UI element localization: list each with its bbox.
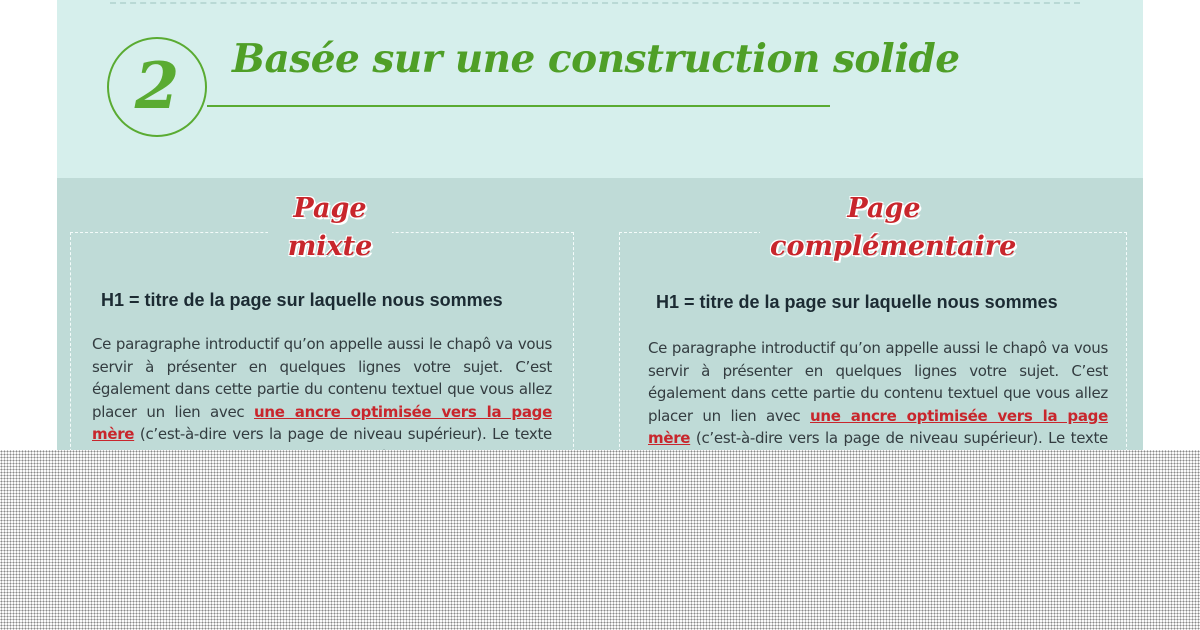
card-title-complementaire <box>760 190 1017 266</box>
top-dashed-divider <box>110 2 1080 4</box>
paragraph-text: Ce paragraphe introductif qu’on appelle aussi le chapô va vous servir à présenter en quelques lignes votre sujet. C’est également dans cette partie du contenu textuel que vous allez placer un lien avec <box>92 335 552 421</box>
heading-underline <box>207 105 830 107</box>
paragraph-text: (c’est-à-dire vers la page de niveau supérieur). Le texte <box>139 425 552 443</box>
step-number-badge <box>107 37 207 137</box>
anchor-link[interactable]: une ancre optimisée vers la page mère <box>648 406 1108 447</box>
paragraph-text: (c’est-à-dire vers la page de niveau supérieur). Le texte <box>695 429 1108 447</box>
card-title-line1: Page <box>847 193 921 224</box>
card-title-line2: complémentaire <box>770 231 1017 262</box>
card-title-line1: Page <box>293 193 367 224</box>
section-heading: Basée sur une construction solide <box>232 36 960 82</box>
paragraph-text: Ce paragraphe introductif qu’on appelle aussi le chapô va vous servir à présenter en quelques lignes votre sujet. C’est également dans cette partie du contenu textuel que vous allez placer un lien avec <box>648 339 1108 425</box>
step-number: 2 <box>134 49 180 124</box>
card-h1-mixte: H1 = titre de la page sur laquelle nous sommes <box>101 290 503 310</box>
pixelated-overlay <box>0 450 1200 630</box>
card-title-line2: mixte <box>287 231 373 262</box>
anchor-link[interactable]: une ancre optimisée vers la page mère <box>92 402 552 443</box>
card-title-mixte <box>268 190 392 266</box>
card-h1-complementaire: H1 = titre de la page sur laquelle nous sommes <box>656 292 1058 312</box>
header-panel <box>57 0 1143 178</box>
